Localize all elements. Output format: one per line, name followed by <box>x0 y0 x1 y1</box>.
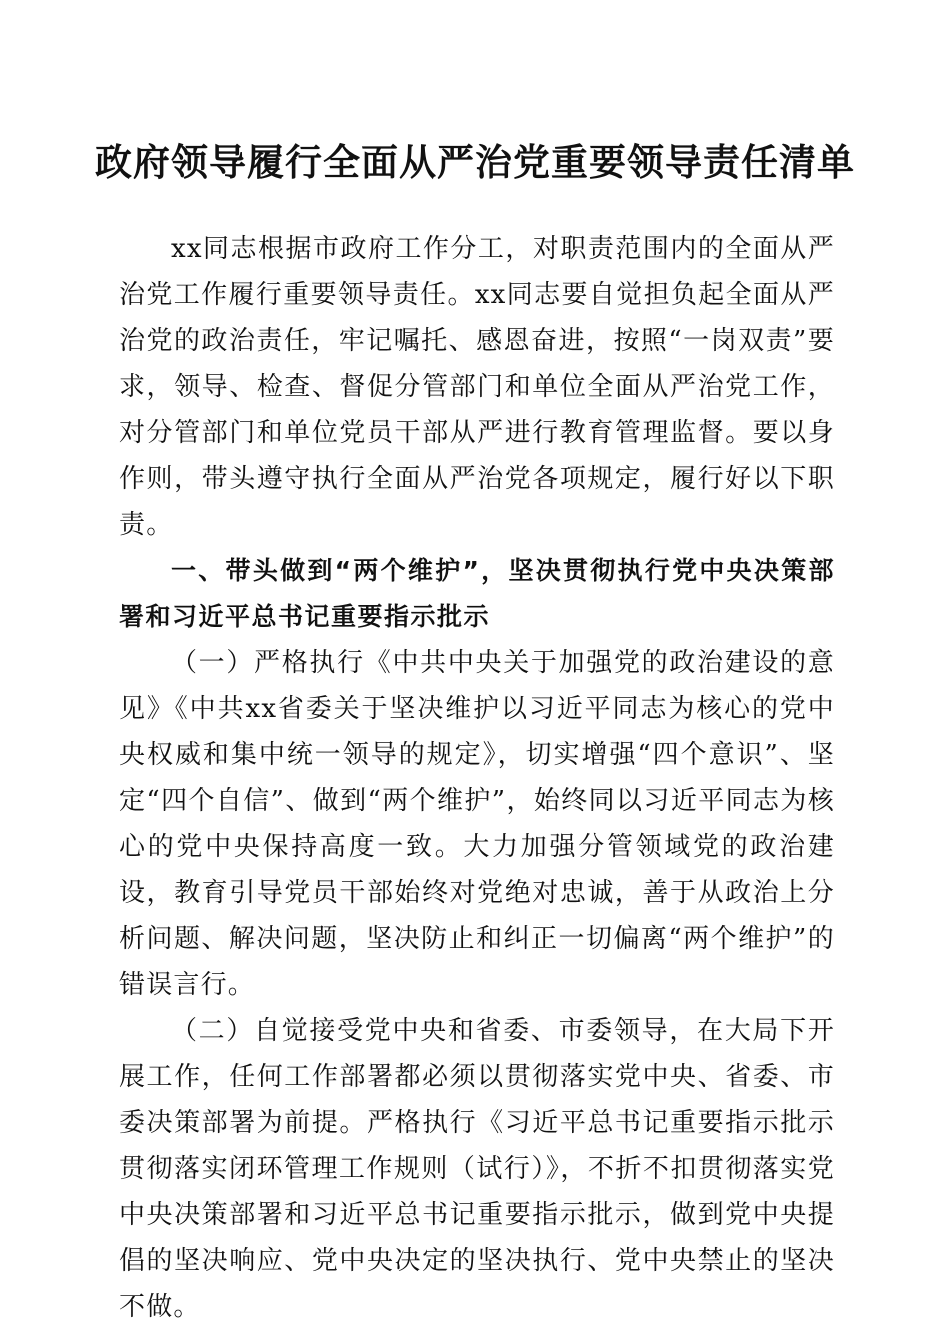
item-1-paragraph: （一）严格执行《中共中央关于加强党的政治建设的意见》《中共xx省委关于坚决维护以习近平同志为核心的党中央权威和集中统一领导的规定》，切实增强“四个意识”、坚定“四个自信”、做到“两个维护”，始终同以习近平同志为核心的党中央保持高度一致。大力加强分管领域党的政治建设，教育引导党员干部始终对党绝对忠诚，善于从政治上分析问题、解决问题，坚决防止和纠正一切偏离“两个维护”的错误言行。 <box>119 648 835 1000</box>
section-1-heading: 一、带头做到“两个维护”，坚决贯彻执行党中央决策部署和习近平总书记重要指示批示 <box>119 556 835 631</box>
intro-paragraph: xx同志根据市政府工作分工，对职责范围内的全面从严治党工作履行重要领导责任。xx同志要自觉担负起全面从严治党的政治责任，牢记嘱托、感恩奋进，按照“一岗双责”要求，领导、检查、督促分管部门和单位全面从严治党工作，对分管部门和单位党员干部从严进行教育管理监督。要以身作则，带头遵守执行全面从严治党各项规定，履行好以下职责。 <box>119 234 835 540</box>
document-body <box>119 226 835 1330</box>
document-title: 政府领导履行全面从严治党重要领导责任清单 <box>95 140 855 184</box>
item-2-paragraph: （二）自觉接受党中央和省委、市委领导，在大局下开展工作，任何工作部署都必须以贯彻落实党中央、省委、市委决策部署为前提。严格执行《习近平总书记重要指示批示贯彻落实闭环管理工作规则（试行）》，不折不扣贯彻落实党中央决策部署和习近平总书记重要指示批示，做到党中央提倡的坚决响应、党中央决定的坚决执行、党中央禁止的坚决不做。 <box>119 1016 835 1322</box>
